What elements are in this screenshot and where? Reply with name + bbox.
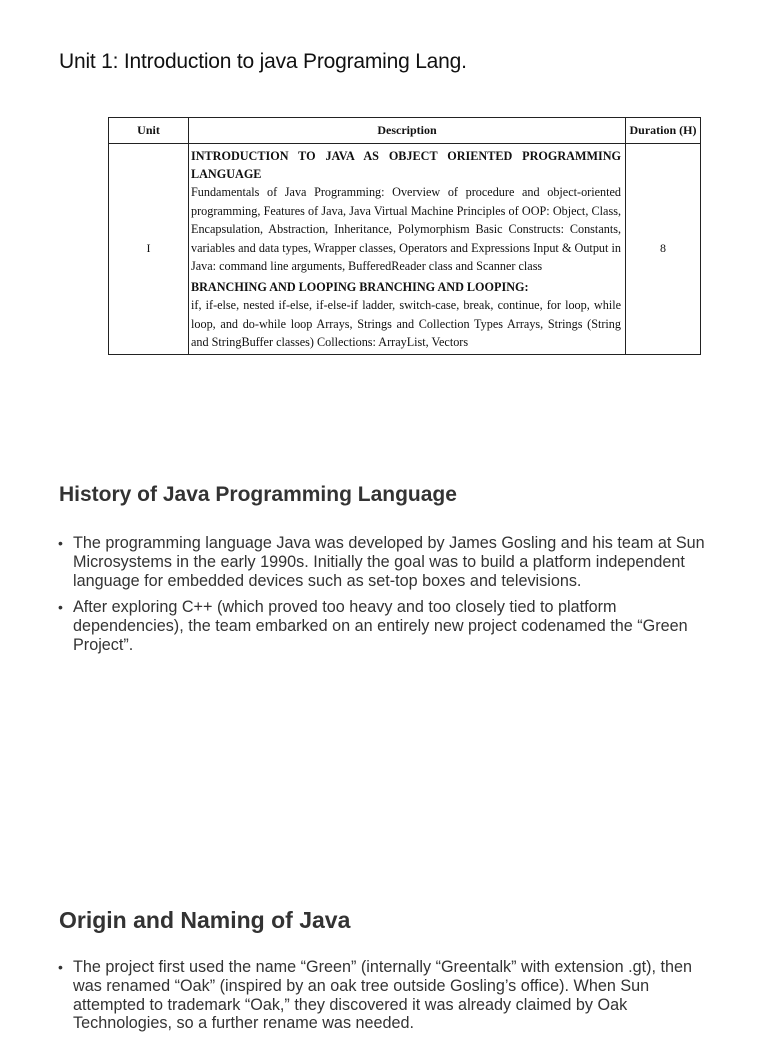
cell-duration: 8 <box>626 144 701 355</box>
origin-heading: Origin and Naming of Java <box>59 907 351 933</box>
list-item <box>57 958 717 1033</box>
description-text-branching: if, if-else, nested if-else, if-else-if ladder, switch-case, break, continue, for loop, while loop, and do-while loop Arrays, Strings and Collection Types Arrays, Strings (String and StringBuffer classes) Collections: ArrayList, Vectors <box>191 297 621 350</box>
header-description: Description <box>189 118 626 144</box>
origin-bullet-list <box>57 958 717 1041</box>
cell-unit: I <box>109 144 189 355</box>
history-heading: History of Java Programming Language <box>59 483 457 506</box>
table-row <box>109 144 701 355</box>
list-item <box>57 598 717 654</box>
bullet-icon: • <box>58 535 63 551</box>
description-heading-branching: BRANCHING AND LOOPING BRANCHING AND LOOPING: <box>191 279 529 294</box>
bullet-text: After exploring C++ (which proved too heavy and too closely tied to platform dependencies), the team embarked on an entirely new project codenamed the “Green Project”. <box>73 598 688 654</box>
header-duration: Duration (H) <box>626 118 701 144</box>
page-title: Unit 1: Introduction to java Programing Lang. <box>59 50 467 73</box>
description-text-fundamentals: Fundamentals of Java Programming: Overview of procedure and object-oriented programming, Features of Java, Java Virtual Machine Principles of OOP: Object, Class, Encapsulation, Abstraction, Inheritance, Polymorphism Basic Constructs: Constants, variables and data types, Wrapper classes, Operators and Expressions Input & Output in Java: command line arguments, BufferedReader class and Scanner class <box>191 185 621 274</box>
bullet-icon: • <box>58 599 63 616</box>
history-bullet-list <box>57 534 717 663</box>
table-header-row <box>109 118 701 144</box>
header-unit: Unit <box>109 118 189 144</box>
cell-description <box>189 144 626 355</box>
bullet-icon: • <box>58 959 63 975</box>
syllabus-table <box>108 117 701 355</box>
description-heading-intro: INTRODUCTION TO JAVA AS OBJECT ORIENTED PROGRAMMING LANGUAGE <box>191 149 621 181</box>
bullet-text: The programming language Java was developed by James Gosling and his team at Sun Microsystems in the early 1990s. Initially the goal was to build a platform independent language for embedded devices such as set-top boxes and televisions. <box>73 534 705 590</box>
bullet-text: The project first used the name “Green” (internally “Greentalk” with extension .gt), then was renamed “Oak” (inspired by an oak tree outside Gosling’s office). When Sun attempted to trademark “Oak,” they discovered it was already claimed by Oak Technologies, so a further rename was needed. <box>73 958 692 1033</box>
list-item <box>57 534 717 590</box>
